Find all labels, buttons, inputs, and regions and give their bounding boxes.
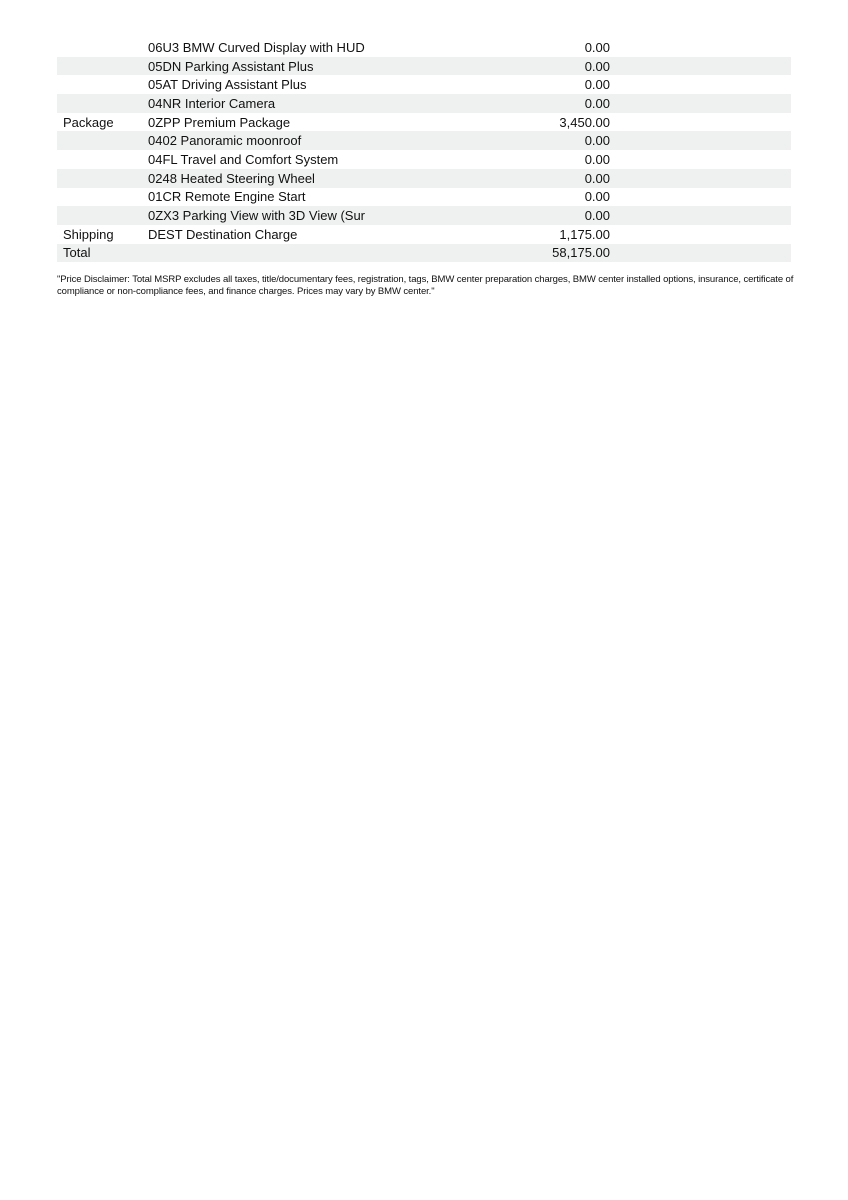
row-price-cell: 0.00: [584, 39, 610, 55]
row-price-cell: 58,175.00: [552, 245, 610, 261]
table-row: [57, 225, 791, 244]
table-row: [57, 57, 791, 76]
row-price-cell: 0.00: [584, 95, 610, 111]
row-item-cell: 01CR Remote Engine Start: [148, 189, 306, 205]
row-category-cell: Package: [63, 114, 114, 130]
price-disclaimer: "Price Disclaimer: Total MSRP excludes all taxes, title/documentary fees, registration, tags, BMW center preparation charges, BMW center installed options, insurance, certificate of compliance or non-compliance fees, and finance charges. Prices may vary by BMW center.": [57, 274, 794, 297]
row-price-cell: 0.00: [584, 189, 610, 205]
table-row: [57, 113, 791, 132]
row-item-cell: 05DN Parking Assistant Plus: [148, 58, 314, 74]
row-item-cell: 0ZPP Premium Package: [148, 114, 291, 130]
table-row: [57, 75, 791, 94]
table-row: [57, 206, 791, 225]
row-category-cell: Shipping: [63, 226, 114, 242]
row-category-cell: Total: [63, 245, 91, 261]
table-row: [57, 38, 791, 57]
row-price-cell: 0.00: [584, 133, 610, 149]
table-row: [57, 150, 791, 169]
row-item-cell: 05AT Driving Assistant Plus: [148, 77, 307, 93]
row-price-cell: 0.00: [584, 58, 610, 74]
options-price-table: [57, 38, 791, 262]
table-row: [57, 169, 791, 188]
row-item-cell: 04NR Interior Camera: [148, 95, 276, 111]
table-row: [57, 94, 791, 113]
row-price-cell: 0.00: [584, 170, 610, 186]
row-item-cell: 04FL Travel and Comfort System: [148, 151, 339, 167]
row-item-cell: 0248 Heated Steering Wheel: [148, 170, 315, 186]
row-price-cell: 3,450.00: [559, 114, 610, 130]
row-price-cell: 0.00: [584, 208, 610, 224]
row-price-cell: 0.00: [584, 77, 610, 93]
row-item-cell: 0ZX3 Parking View with 3D View (Sur: [148, 208, 366, 224]
row-item-cell: 0402 Panoramic moonroof: [148, 133, 302, 149]
table-row: [57, 188, 791, 207]
table-row: [57, 131, 791, 150]
row-price-cell: 0.00: [584, 151, 610, 167]
row-item-cell: 06U3 BMW Curved Display with HUD: [148, 39, 365, 55]
row-item-cell: DEST Destination Charge: [148, 226, 298, 242]
table-row: [57, 244, 791, 263]
row-price-cell: 1,175.00: [559, 226, 610, 242]
